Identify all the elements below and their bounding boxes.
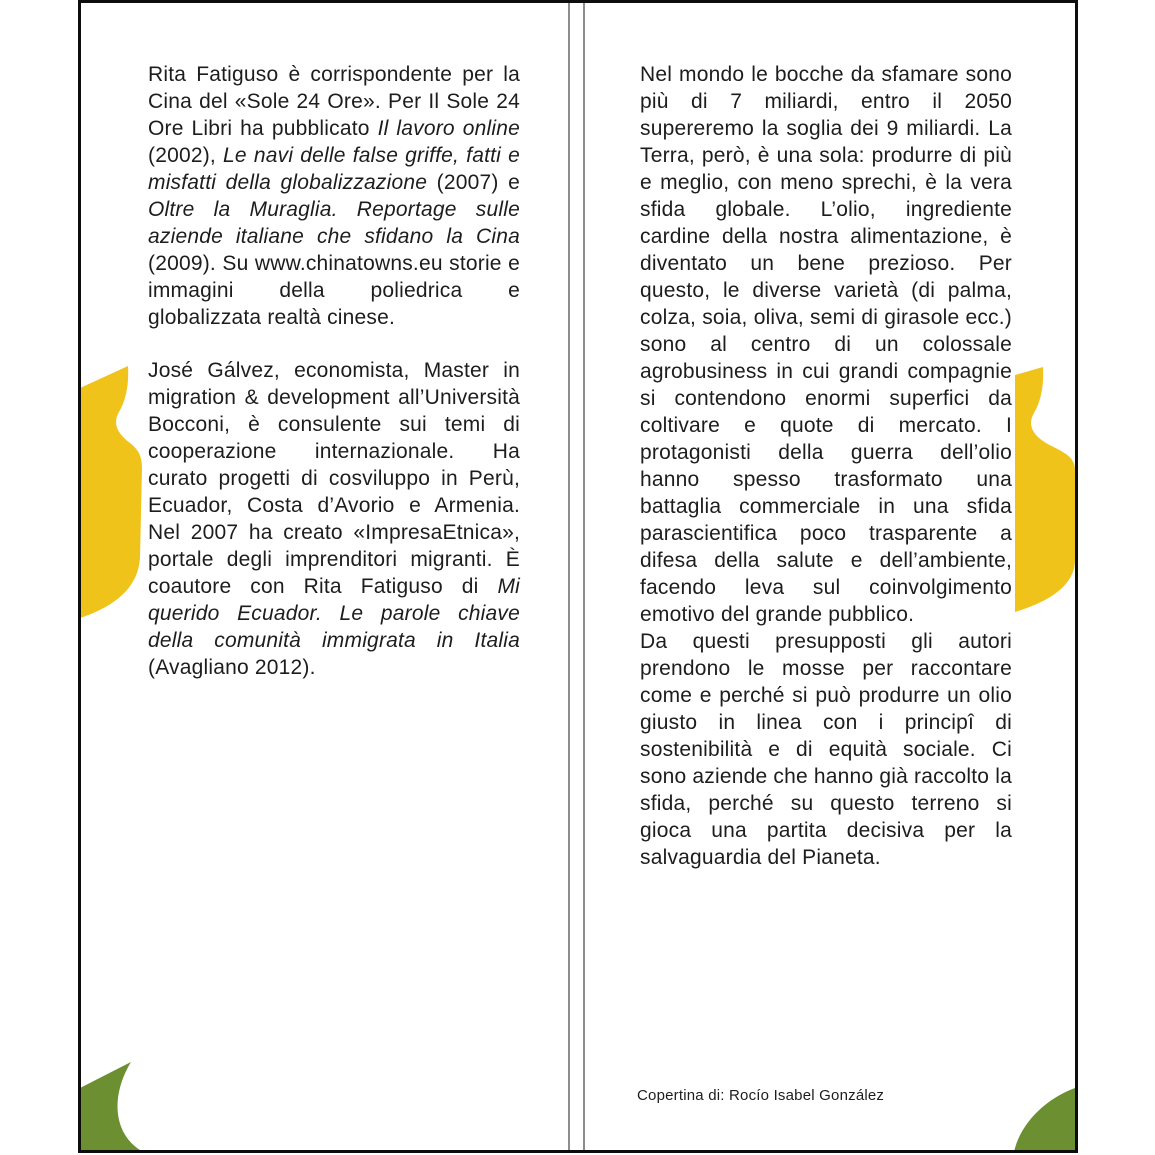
right-flap bbox=[640, 61, 1012, 871]
text-segment: Nel mondo le bocche da sfamare sono più di 7 miliardi, entro il 2050 supereremo la soglia dei 9 miliardi. La Terra, però, è una sola: produrre di più e meglio, con meno sprechi, è la vera sfida globale. L’olio, ingrediente cardine della nostra alimentazione, è diventato un bene prezioso. Per questo, le diverse varietà (di palma, colza, soia, oliva, semi di girasole ecc.) sono al centro di un colossale agrobusiness in cui grandi compagnie si contendono enormi superfici da coltivare e quote di mercato. I protagonisti della guerra dell’olio hanno spesso trasformato una battaglia commerciale in una sfida parascientifica poco trasparente a difesa della salute e dell’ambiente, facendo leva sul coinvolgimento emotivo del grande pubblico. bbox=[640, 63, 1012, 626]
text-segment: (2009). Su www.chinatowns.eu storie e immagini della poliedrica e globalizzata realtà cinese. bbox=[148, 252, 520, 329]
text-segment: José Gálvez, economista, Master in migration & development all’Università Bocconi, è consulente sui temi di cooperazione internazionale. Ha curato progetti di cosviluppo in Perù, Ecuador, Costa d’Avorio e Armenia. Nel 2007 ha creato «ImpresaEtnica», portale degli imprenditori migranti. È coautore con Rita Fatiguso di bbox=[148, 359, 520, 598]
text-segment: Le navi delle false griffe, fatti e misfatti della globalizzazione bbox=[148, 144, 520, 194]
cover-design-credit: Copertina di: Rocío Isabel González bbox=[637, 1087, 885, 1104]
text-segment: Rita Fatiguso è corrispondente per la Cina del «Sole 24 Ore». Per Il Sole 24 Ore Libri ha pubblicato bbox=[148, 63, 520, 140]
book-inner-flaps bbox=[78, 0, 1078, 1153]
text-segment: (2007) e bbox=[427, 171, 520, 194]
left-flap bbox=[148, 61, 520, 681]
text-segment: Oltre la Muraglia. Reportage sulle aziende italiane che sfidano la Cina bbox=[148, 198, 520, 248]
spine-fold-line-right bbox=[583, 3, 585, 1150]
text-segment: Da questi presupposti gli autori prendono le mosse per raccontare come e perché si può produrre un olio giusto in linea con i principî di sostenibilità e di equità sociale. Ci sono aziende che hanno già raccolto la sfida, perché su questo terreno si gioca una partita decisiva per la salvaguardia del Pianeta. bbox=[640, 630, 1012, 869]
author-bio-rita-fatiguso bbox=[148, 61, 520, 331]
text-segment: (2002), bbox=[148, 144, 224, 167]
text-segment: Il lavoro online bbox=[377, 117, 520, 140]
book-blurb-paragraph-1 bbox=[640, 61, 1012, 628]
text-segment: (Avagliano 2012). bbox=[148, 656, 316, 679]
text-segment: Mi querido Ecuador. Le parole chiave della comunità immigrata in Italia bbox=[148, 575, 520, 652]
spine-fold-line-left bbox=[568, 3, 570, 1150]
author-bio-jose-galvez bbox=[148, 357, 520, 681]
book-blurb-paragraph-2 bbox=[640, 628, 1012, 871]
